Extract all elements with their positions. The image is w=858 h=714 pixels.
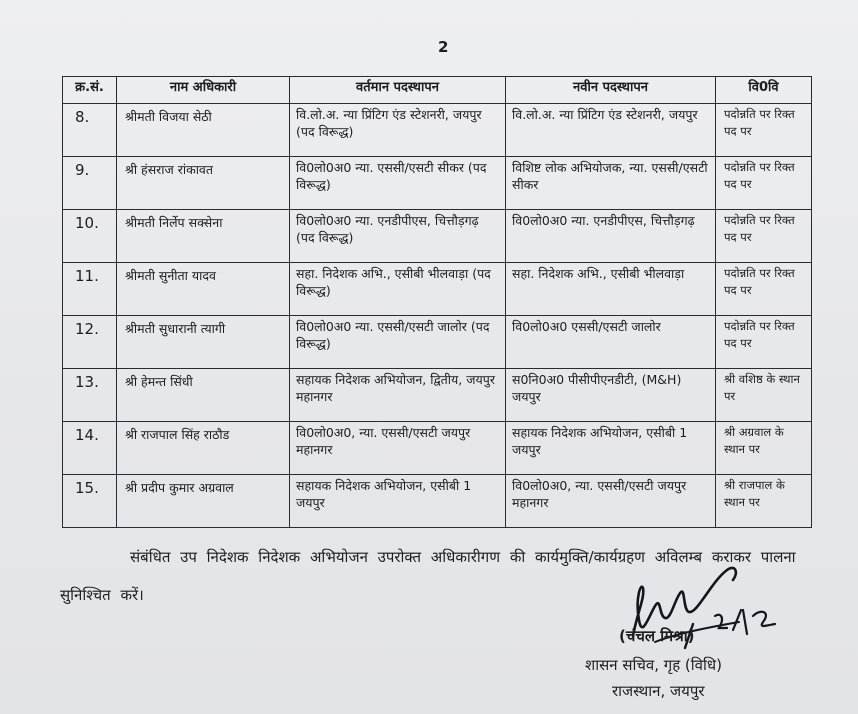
table-row: [63, 104, 812, 157]
officer-name-cell: श्रीमती विजया सेठी: [117, 104, 290, 157]
new-posting-cell: विशिष्ट लोक अभियोजक, न्या. एससी/एसटी सीकर: [506, 157, 716, 210]
signatory-place: राजस्थान, जयपुर: [612, 682, 705, 700]
col-header-new-posting: नवीन पदस्थापन: [506, 77, 716, 104]
page-number: 2: [438, 38, 449, 56]
new-posting-cell: वि0लो0अ0 न्या. एनडीपीएस, चित्तौड़गढ़: [506, 210, 716, 263]
current-posting-cell: वि0लो0अ0 न्या. एससी/एसटी सीकर (पद विरूद्ध): [290, 157, 506, 210]
remark-cell: श्री वशिष्ठ के स्थान पर: [716, 369, 812, 422]
remark-cell: पदोन्नति पर रिक्त पद पर: [716, 157, 812, 210]
serial-cell: 13.: [63, 369, 117, 422]
col-header-remarks: वि0वि: [716, 77, 812, 104]
new-posting-cell: वि0लो0अ0 एससी/एसटी जालोर: [506, 316, 716, 369]
officer-name-cell: श्रीमती सुनीता यादव: [117, 263, 290, 316]
current-posting-cell: सहा. निदेशक अभि., एसीबी भीलवाड़ा (पद विरूद्ध): [290, 263, 506, 316]
serial-cell: 15.: [63, 475, 117, 528]
table-row: [63, 475, 812, 528]
col-header-name: नाम अधिकारी: [117, 77, 290, 104]
serial-cell: 10.: [63, 210, 117, 263]
current-posting-cell: वि.लो.अ. न्या प्रिंटिग एंड स्टेशनरी, जयपुर (पद विरूद्ध): [290, 104, 506, 157]
serial-cell: 9.: [63, 157, 117, 210]
remark-cell: श्री राजपाल के स्थान पर: [716, 475, 812, 528]
table-row: [63, 316, 812, 369]
officer-name-cell: श्रीमती निर्लेप सक्सेना: [117, 210, 290, 263]
col-header-serial: क्र.सं.: [63, 77, 117, 104]
instruction-paragraph: संबंधित उप निदेशक निदेशक अभियोजन उपरोक्त अधिकारीगण की कार्यमुक्ति/कार्यग्रहण अविलम्ब कराकर पालना सुनिश्चित करें।: [60, 548, 796, 604]
serial-cell: 8.: [63, 104, 117, 157]
table-row: [63, 210, 812, 263]
posting-table: [62, 76, 812, 528]
officer-name-cell: श्री हेमन्त सिंधी: [117, 369, 290, 422]
col-header-current-posting: वर्तमान पदस्थापन: [290, 77, 506, 104]
remark-cell: पदोन्नति पर रिक्त पद पर: [716, 316, 812, 369]
new-posting-cell: स0नि0अ0 पीसीपीएनडीटी, (M&H) जयपुर: [506, 369, 716, 422]
table-row: [63, 157, 812, 210]
table-header-row: [63, 77, 812, 104]
serial-cell: 14.: [63, 422, 117, 475]
serial-cell: 11.: [63, 263, 117, 316]
new-posting-cell: सहा. निदेशक अभि., एसीबी भीलवाड़ा: [506, 263, 716, 316]
serial-cell: 12.: [63, 316, 117, 369]
officer-name-cell: श्री प्रदीप कुमार अग्रवाल: [117, 475, 290, 528]
officer-name-cell: श्रीमती सुधारानी त्यागी: [117, 316, 290, 369]
remark-cell: पदोन्नति पर रिक्त पद पर: [716, 210, 812, 263]
remark-cell: पदोन्नति पर रिक्त पद पर: [716, 263, 812, 316]
table-row: [63, 422, 812, 475]
table-row: [63, 369, 812, 422]
new-posting-cell: वि0लो0अ0, न्या. एससी/एसटी जयपुर महानगर: [506, 475, 716, 528]
remark-cell: पदोन्नति पर रिक्त पद पर: [716, 104, 812, 157]
new-posting-cell: सहायक निदेशक अभियोजन, एसीबी 1 जयपुर: [506, 422, 716, 475]
new-posting-cell: वि.लो.अ. न्या प्रिंटिग एंड स्टेशनरी, जयपुर: [506, 104, 716, 157]
officer-name-cell: श्री हंसराज रांकावत: [117, 157, 290, 210]
current-posting-cell: सहायक निदेशक अभियोजन, एसीबी 1 जयपुर: [290, 475, 506, 528]
current-posting-cell: वि0लो0अ0 न्या. एससी/एसटी जालोर (पद विरूद्ध): [290, 316, 506, 369]
signatory-name: (चंचल मिश्रा): [619, 627, 695, 645]
table-row: [63, 263, 812, 316]
current-posting-cell: सहायक निदेशक अभियोजन, द्वितीय, जयपुर महानगर: [290, 369, 506, 422]
signatory-designation: शासन सचिव, गृह (विधि): [585, 656, 722, 674]
current-posting-cell: वि0लो0अ0, न्या. एससी/एसटी जयपुर महानगर: [290, 422, 506, 475]
current-posting-cell: वि0लो0अ0 न्या. एनडीपीएस, चित्तौड़गढ़ (पद विरूद्ध): [290, 210, 506, 263]
officer-name-cell: श्री राजपाल सिंह राठौड: [117, 422, 290, 475]
remark-cell: श्री अग्रवाल के स्थान पर: [716, 422, 812, 475]
